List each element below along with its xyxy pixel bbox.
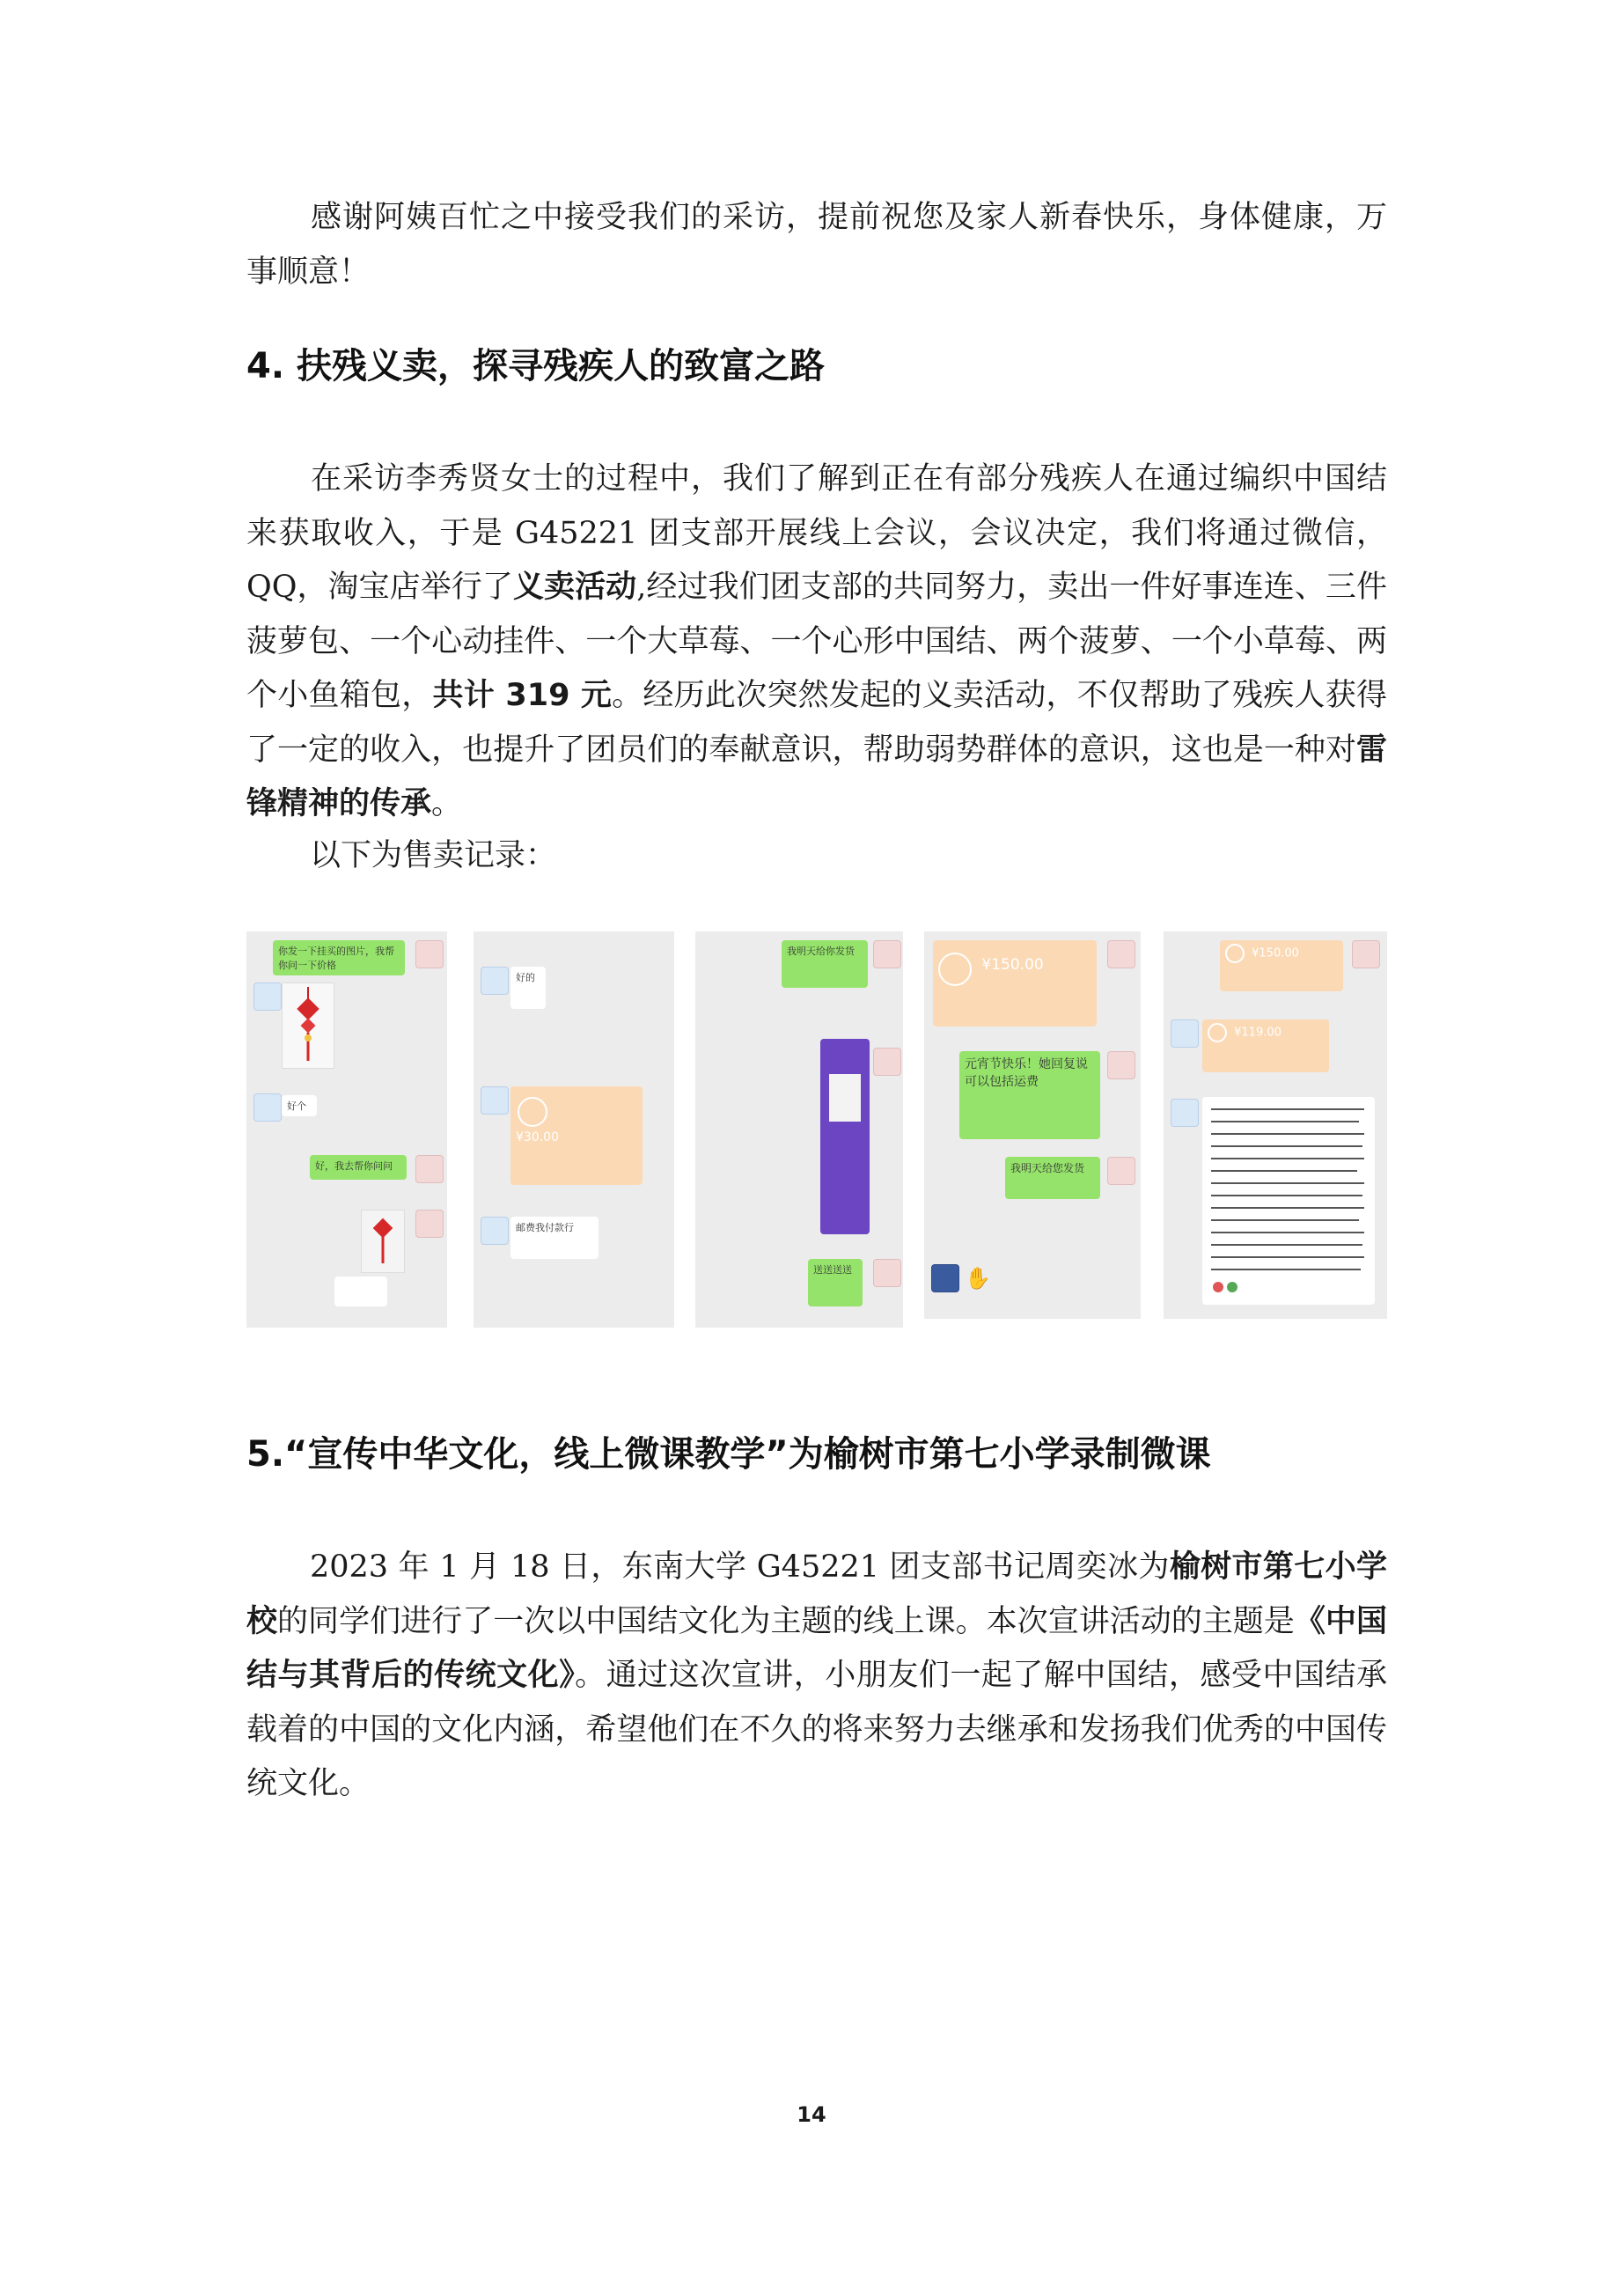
avatar [481,1086,509,1115]
transfer-card [510,1086,643,1185]
s4-text-c: ,经过我们团支部的共同努力，卖出一件好事连连、三件菠萝包、一个心动挂件、一个大草莓、一个心形中国结、两个菠萝、一个小草莓、两个小鱼箱包， [246,570,1387,713]
transfer-card [933,940,1097,1027]
chat-bubble: 送送送送 [808,1259,863,1306]
thumbs-up-icon: ✋ [965,1266,991,1291]
chinese-knot-icon [283,983,334,1068]
s5-text-a: 2023 年 1 月 18 日，东南大学 G45221 团支部书记周奕冰为 [310,1549,1170,1585]
avatar [481,967,509,995]
avatar [481,1217,509,1245]
sales-record-text: 以下为售卖记录： [310,838,557,873]
s4-bold-leifeng: 雷锋精神的传承 [246,732,1387,821]
avatar [931,1264,959,1292]
avatar [873,1259,901,1287]
knot-icon [362,1211,404,1272]
avatar [1171,1099,1199,1127]
chat-bubble: 我明天给你发货 [782,940,868,988]
page-number: 14 [797,2102,826,2127]
chat-screenshot-1 [246,931,447,1328]
photo-chinese-knot [282,982,334,1069]
transfer-amount: ¥119.00 [1234,1026,1282,1040]
s4-text-a: 在采访李秀贤女士的过程中，我们了解到正在有部分残疾人在通过编织中国结来获取收入，于是 G45221 团支部开展线上会议，会议决定，我们将通过微信，QQ，淘宝店举行了 [246,461,1387,605]
s5-bold-topic: 《中国结与其背后的传统文化》 [246,1603,1387,1693]
section-4-paragraph [246,453,1387,832]
s4-bold-total: 共计 319 元 [432,678,613,713]
s4-text-e: 。经历此次突然发起的义卖活动，不仅帮助了残疾人获得了一定的收入，也提升了团员们的奉献意识，帮助弱势群体的意识，这也是一种对 [246,678,1387,768]
s5-text-c: 的同学们进行了一次以中国结文化为主题的线上课。本次宣讲活动的主题是 [277,1603,1295,1639]
avatar [1107,1051,1135,1079]
avatar [415,1155,444,1183]
chat-bubble: 好，我去帮你问问 [310,1155,407,1180]
package-label [829,1074,861,1122]
s5-text-e: 。通过这次宣讲，小朋友们一起了解中国结，感受中国结承载着的中国的文化内涵，希望他们在不久的将来努力去继承和发扬我们优秀的中国传统文化。 [246,1658,1387,1801]
long-message-text-lines [1208,1100,1370,1299]
check-circle-icon [1208,1023,1227,1042]
chat-bubble: 好的 [510,967,546,1009]
photo-package [820,1039,870,1234]
s5-bold-school: 榆树市第七小学校 [246,1549,1387,1639]
chat-bubble: 元宵节快乐！她回复说可以包括运费 [959,1051,1100,1139]
section-4-heading: 4. 扶残义卖，探寻残疾人的致富之路 [246,346,825,386]
s4-bold-charity-sale: 义卖活动 [512,570,637,605]
section-5-paragraph [246,1541,1387,1812]
chat-screenshot-4 [924,931,1141,1319]
intro-text: 感谢阿姨百忙之中接受我们的采访，提前祝您及家人新春快乐，身体健康，万事顺意！ [246,200,1387,290]
photo-knot-small [361,1210,405,1273]
transfer-card [1202,1019,1329,1072]
chat-bubble-small [334,1277,387,1306]
section-5-heading: 5.“宣传中华文化，线上微课教学”为榆树市第七小学录制微课 [246,1434,1211,1475]
avatar [415,940,444,968]
avatar [1107,1157,1135,1185]
avatar [1171,1019,1199,1048]
check-circle-icon [518,1097,547,1127]
avatar [415,1210,444,1238]
sales-record-intro [246,829,1387,884]
transfer-amount: ¥30.00 [516,1130,559,1144]
avatar [1352,940,1380,968]
check-circle-icon [1225,944,1245,963]
avatar [253,982,282,1011]
transfer-amount: ¥150.00 [981,956,1044,974]
sales-record-gallery [246,931,1387,1328]
avatar [873,1048,901,1076]
chat-screenshot-2 [474,931,674,1328]
avatar [253,1093,282,1122]
chat-screenshot-3 [695,931,903,1328]
intro-paragraph [246,191,1387,299]
long-message-bubble [1202,1097,1375,1305]
chat-bubble: 邮费我付款行 [510,1217,599,1259]
check-circle-icon [938,953,972,986]
chat-bubble: 我明天给您发货 [1005,1157,1100,1199]
avatar [1107,940,1135,968]
s4-text-g: 。 [431,786,463,821]
transfer-amount: ¥150.00 [1252,946,1299,960]
chat-screenshot-5 [1164,931,1387,1319]
avatar [873,940,901,968]
chat-bubble: 你发一下挂买的图片，我帮你问一下价格 [273,940,405,975]
chat-bubble: 好个 [282,1095,317,1116]
transfer-card [1220,940,1343,991]
